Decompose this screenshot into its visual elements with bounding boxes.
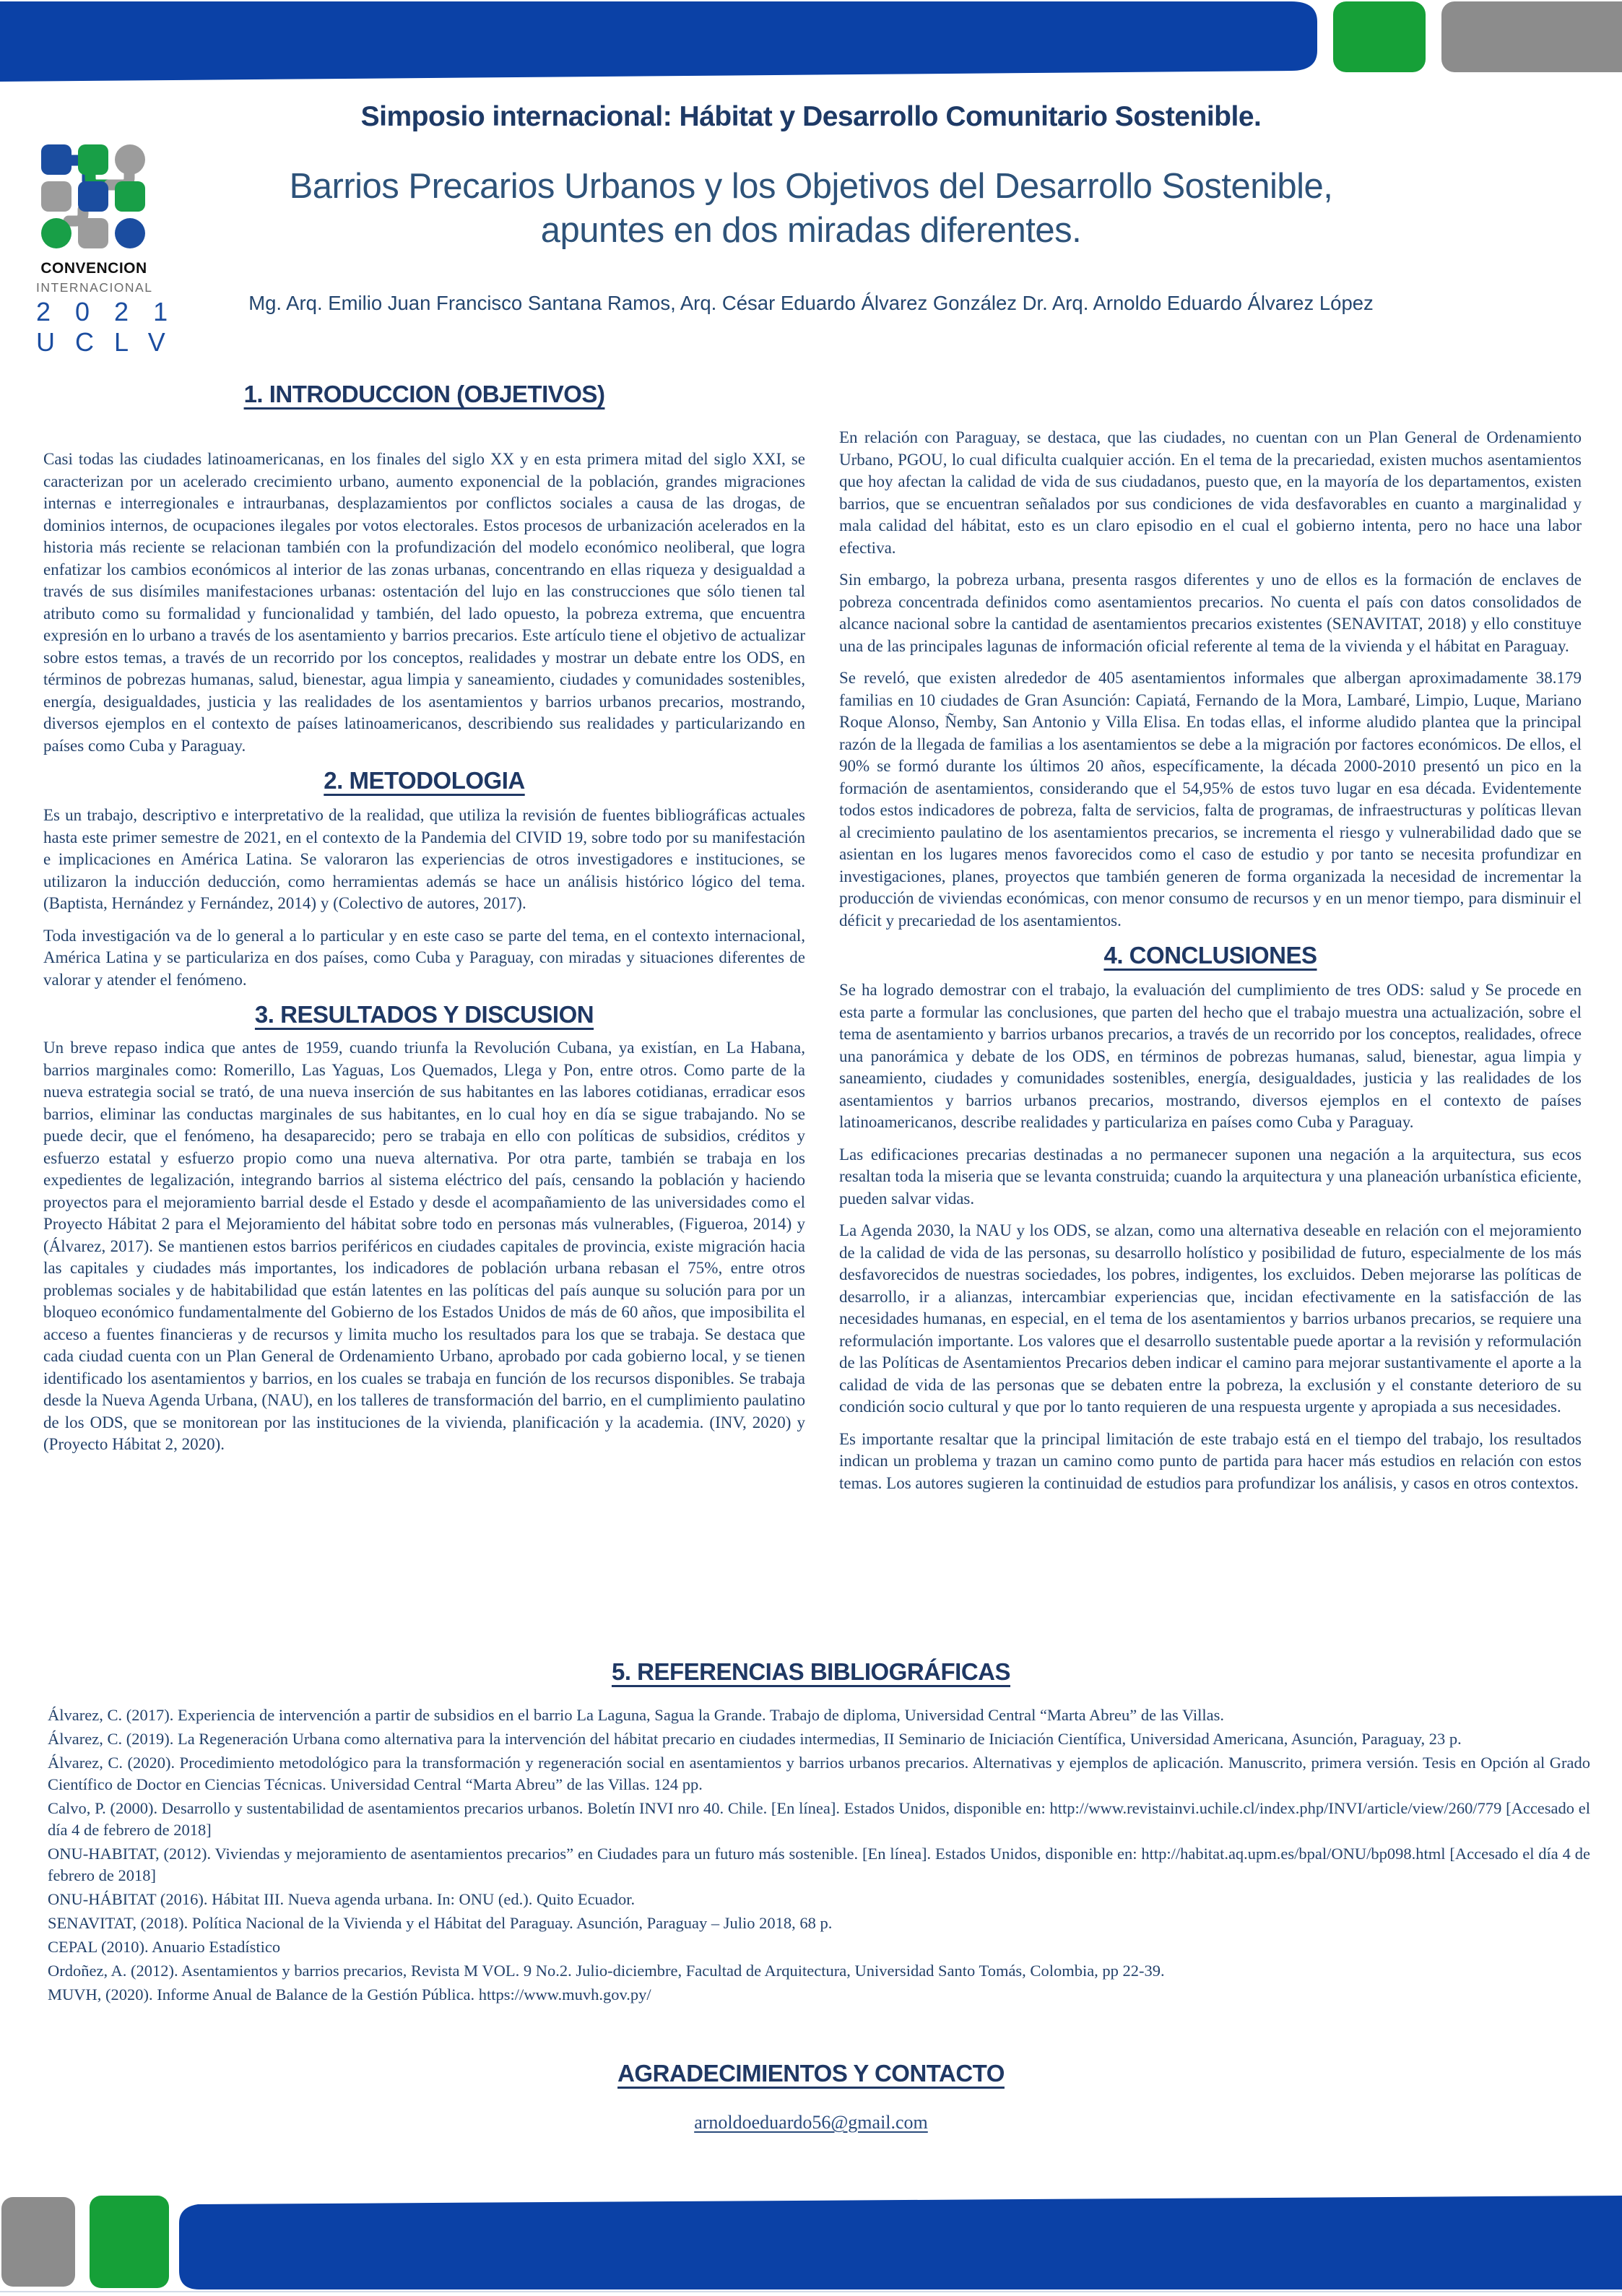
- reference-item: Álvarez, C. (2019). La Regeneración Urbana como alternativa para la intervención del hábitat precario en ciudades intermedias, II Seminario de Iniciación Científica, Universidad Americana, Asunción, Paraguay, 23 p.: [48, 1730, 1462, 1748]
- intro-paragraph: Casi todas las ciudades latinoamericanas, en los finales del siglo XX y en esta primera mitad del siglo XXI, se caracterizan por un acelerado crecimiento urbano, aumento exponencial de la población, grandes migraciones internas e interregionales e intraurbanas, desplazamientos por conflictos sociales a causa de las drogas, de dominios internos, de ocupaciones ilegales por votos electorales. Estos procesos de urbanización acelerados en la historia más reciente se relacionan también con la profundización del modelo económico neoliberal, que logra enfatizar los cambios económicos al interior de las zonas urbanas, concentrando en ellas riqueza y desigualdad a través de sus disímiles manifestaciones urbanas: ostentación del lujo en las construcciones que sólo tienen tal atributo como su formalidad y funcionalidad y también, del lado opuesto, la pobreza extrema, que encuentra expresión en lo urbano a través de los asentamiento y barrios precarios. Este artículo tiene el objetivo de actualizar sobre estos temas, a través de un recorrido por los conceptos, realidades y mostrar un debate entre los ODS, en términos de pobrezas humanas, salud, bienestar, agua limpia y saneamiento, ciudades y comunidades sostenibles, energía, desigualdades, justicia y las realidades de los asentamientos y barrios urbanos precarios, mostrando, diversos ejemplos en el contexto de países latinoamericanos, describiendo sus realidades y particularizando en países como Cuba y Paraguay.: [43, 450, 805, 755]
- conclusiones-paragraph: Las edificaciones precarias destinadas a no permanecer suponen una negación a la arquitectura, sus ecos resaltan toda la miseria que se levanta construida; cuando la arquitectura y una planeación urbanística eficiente, pueden salvar vidas.: [839, 1145, 1582, 1208]
- reference-item: CEPAL (2010). Anuario Estadístico: [48, 1938, 281, 1956]
- top-blue-bar: [0, 1, 1317, 82]
- section-heading-metodologia: 2. METODOLOGIA: [324, 767, 525, 794]
- section-heading-conclusiones: 4. CONCLUSIONES: [1103, 942, 1317, 969]
- section-heading-introduccion: 1. INTRODUCCION (OBJETIVOS): [243, 381, 605, 407]
- logo-square-green-1: [78, 144, 108, 175]
- metodologia-paragraph: Toda investigación va de lo general a lo particular y en este caso se parte del tema, en el contexto internacional, América Latina y se particulariza en dos países, como Cuba y Paraguay, con miradas y situaciones diferentes de valorar y atender el fenómeno.: [43, 926, 805, 989]
- bottom-blue-bar: [179, 2196, 1622, 2289]
- bottom-green-square: [90, 2196, 169, 2288]
- reference-item: Álvarez, C. (2017). Experiencia de intervención a partir de subsidios en el barrio La Laguna, Sagua la Grande. Trabajo de diploma, Universidad Central “Marta Abreu” de las Villas.: [48, 1706, 1224, 1724]
- section-heading-agradecimientos: AGRADECIMIENTOS Y CONTACTO: [617, 2060, 1005, 2087]
- acknowledgements-section: [0, 2060, 1622, 2133]
- convention-logo-icon: [40, 143, 148, 251]
- reference-item: Álvarez, C. (2020). Procedimiento metodológico para la transformación y regeneración social en asentamientos y barrios urbanos precarios. Alternativas y ejemplos de aplicación. Manuscrito, primera versión. Tesis en Opción al Grado Científico de Doctor en Ciencias Técnicas. Universidad Central “Marta Abreu” de las Villas. 124 pp.: [48, 1754, 1590, 1793]
- reference-item: MUVH, (2020). Informe Anual de Balance de la Gestión Pública. https://www.muvh.gov.py/: [48, 1985, 651, 2003]
- reference-item: Calvo, P. (2000). Desarrollo y sustentabilidad de asentamientos precarios urbanos. Boletín INVI nro 40. Chile. [En línea]. Estados Unidos, disponible en: http://www.revistainvi.uchile.cl/index.php/INVI/article/view/260/779 [Accesado el día 4 de febrero de 2018]: [48, 1799, 1590, 1839]
- section-heading-resultados: 3. RESULTADOS Y DISCUSION: [254, 1001, 594, 1028]
- reference-item: SENAVITAT, (2018). Política Nacional de la Vivienda y el Hábitat del Paraguay. Asunción, Paraguay – Julio 2018, 68 p.: [48, 1914, 833, 1932]
- top-green-square: [1333, 1, 1426, 72]
- top-decor-bar: [0, 0, 1622, 87]
- conclusiones-paragraph: Se ha logrado demostrar con el trabajo, la evaluación del cumplimiento de tres ODS: salud y Se procede en esta parte a formular las conclusiones, que parten del hecho que el trabajo muestra una actualización, sobre el tema de asentamiento y barrios urbanos precarios, a través de un recorrido por los conceptos, realidades, ofrece una panorámica y debate de los ODS, en términos de pobrezas humanas, salud, bienestar, agua limpia y saneamiento, ciudades y comunidades sostenibles, energía, desigualdades, justicia y las realidades de los asentamientos y barrios urbanos precarios, mostrando, diversos ejemplos en el contexto de países latinoamericanos, describe realidades y particulariza en países como Cuba y Paraguay.: [839, 981, 1582, 1131]
- logo-text-uclv: U C L V: [36, 327, 172, 357]
- symposium-title: Simposio internacional: Hábitat y Desarrollo Comunitario Sostenible.: [360, 101, 1262, 132]
- bottom-decor-bar: [0, 2196, 1622, 2296]
- right-column: [839, 365, 1582, 1504]
- bottom-edge-line: [0, 2291, 1622, 2292]
- left-column: [43, 365, 805, 1504]
- reference-item: ONU-HÁBITAT (2016). Hábitat III. Nueva agenda urbana. In: ONU (ed.). Quito Ecuador.: [48, 1890, 636, 1908]
- authors-line: Mg. Arq. Emilio Juan Francisco Santana Ramos, Arq. César Eduardo Álvarez González Dr. Arq. Arnoldo Eduardo Álvarez López: [248, 292, 1374, 314]
- top-gray-square: [1441, 1, 1622, 72]
- conclusiones-paragraph: Es importante resaltar que la principal limitación de este trabajo está en el tiempo del trabajo, los resultados indican un problema y trazan un camino como punto de partida para hacer más estudios en relación con estos temas. Los autores sugieren la continuidad de estudios para profundizar los análisis, y casos en otros contextos.: [839, 1429, 1582, 1492]
- section-heading-referencias: 5. REFERENCIAS BIBLIOGRÁFICAS: [611, 1658, 1011, 1685]
- logo-text-2021: 2 0 2 1: [36, 297, 177, 326]
- reference-item: ONU-HABITAT, (2012). Viviendas y mejoramiento de asentamientos precarios” en Ciudades para un futuro más sostenible. [En línea]. Estados Unidos, disponible en: http://habitat.aq.upm.es/bpal/ONU/bp098.html [Accesado el día 4 de febrero de 2018]: [48, 1845, 1590, 1884]
- logo-text-convencion: CONVENCION: [40, 260, 147, 277]
- top-decor-shapes: [0, 0, 1622, 87]
- logo-square-gray-2: [78, 218, 108, 248]
- references-section: [0, 1658, 1622, 2008]
- body-columns: [43, 365, 1582, 1504]
- bottom-decor-shapes: [0, 2196, 1622, 2296]
- logo-circle-gray: [115, 144, 145, 175]
- poster-title: Barrios Precarios Urbanos y los Objetivos del Desarrollo Sostenible, apuntes en dos miradas diferentes.: [289, 167, 1333, 250]
- logo-circle-blue: [115, 218, 145, 248]
- references-list: [0, 1704, 1622, 2006]
- logo-connector-gray-bottom: [69, 209, 83, 221]
- conclusiones-paragraph: La Agenda 2030, la NAU y los ODS, se alzan, como una alternativa deseable en relación con el mejoramiento de la calidad de vida de las personas, su desarrollo holístico y posibilidad de futuro, especialmente de los más desfavorecidos de nuestras sociedades, los pobres, indigentes, los excluidos. Deben mejorarse las políticas de desarrollo, ir a alianzas, intercambiar experiencias que, incidan efectivamente en la satisfacción de las necesidades humanas, en especial, en el tema de los asentamientos y barrios urbanos precarios, se requiere una reformulación importante. Los valores que el desarrollo sustentable puede aportar a la revisión y reformulación de las Políticas de Asentamientos Precarios deben indicar el camino para mejorar sustantivamente el aporte a la calidad de vida de las personas que se debaten entre la pobreza, la exclusión y el constante deterioro de su condición socio cultural y que por lo tanto requieren de una respuesta urgente y apropiada a sus necesidades.: [839, 1221, 1582, 1416]
- convention-logo: [36, 143, 177, 358]
- resultados-paragraph-paraguay: En relación con Paraguay, se destaca, que las ciudades, no cuentan con un Plan General de Ordenamiento Urbano, PGOU, lo cual dificulta cualquier acción. En el tema de la precariedad, existen muchos asentamientos que hoy afectan la calidad de vida de sus ciudadanos, puesto que, en la mayoría de los departamentos, existen barrios, que se encuentran señalados por sus condiciones de vida desfavorables en cuanto a marginalidad y mala calidad del hábitat, esto es un claro episodio en el cual el gobierno intenta, pero no hace una labor efectiva.: [839, 428, 1582, 557]
- logo-square-green-2: [115, 181, 145, 212]
- logo-square-gray-1: [41, 181, 71, 212]
- reference-item: Ordoñez, A. (2012). Asentamientos y barrios precarios, Revista M VOL. 9 No.2. Julio-diciembre, Facultad de Arquitectura, Universidad Santo Tomás, Colombia, pp 22-39.: [48, 1962, 1165, 1980]
- logo-circle-green: [41, 218, 71, 248]
- resultados-paragraph-paraguay: Sin embargo, la pobreza urbana, presenta rasgos diferentes y uno de ellos es la formación de enclaves de pobreza concentrada definidos como asentamientos precarios. No cuenta el país con datos consolidados de alcance nacional sobre la cantidad de asentamientos precarios existentes (SENAVITAT, 2018) y ello constituye una de las principales lagunas de información oficial referente al tema de la vivienda y el hábitat en Paraguay.: [839, 571, 1582, 655]
- bottom-gray-square: [1, 2197, 75, 2287]
- metodologia-paragraph: Es un trabajo, descriptivo e interpretativo de la realidad, que utiliza la revisión de fuentes bibliográficas actuales hasta este primer semestre de 2021, en el contexto de la Pandemia del CIVID 19, sobre todo por su manifestación e implicaciones en América Latina. Se valoraron las experiencias de otros investigadores e instituciones, se utilizaron la inducción deducción, como herramientas además se hace un análisis histórico lógico del tema. (Baptista, Hernández y Fernández, 2014) y (Colectivo de autores, 2017).: [43, 806, 805, 912]
- resultados-paragraph: Un breve repaso indica que antes de 1959, cuando triunfa la Revolución Cubana, ya existían, en La Habana, barrios marginales como: Romerillo, Las Yaguas, Los Quemados, Llega y Pon, entre otros. Como parte de la nueva estrategia social se trató, de una nueva inserción de sus habitantes en las labores cotidianas, erradicar esos barrios, eliminar las conductas marginales de sus habitantes, en lo cual hoy en día se sigue trabajando. No se puede decir, que el fenómeno, ha desaparecido; pero se trabaja en ello con políticas de subsidios, créditos y esfuerzo estatal y esfuerzo propio como una nueva alternativa. Por otra parte, también se trabaja en los expedientes de legalización, integrando barrios al sistema eléctrico del país, censando la población y haciendo proyectos para el mejoramiento barrial desde el Estado y desde el acompañamiento de las universidades como el Proyecto Hábitat 2 para el Mejoramiento del hábitat sobre todo en personas más vulnerables, (Figueroa, 2014) y (Álvarez, 2017). Se mantienen estos barrios periféricos en ciudades capitales de provincia, existe migración hacia las capitales y ciudades más importantes, los indicadores de población urbana rebasan el 75%, entre otros problemas sociales y de habitabilidad que están latentes en las políticas del país aunque su solución para por un bloqueo económico fundamentalmente del Gobierno de los Estados Unidos de más de 60 años, que imposibilita el acceso a fuentes financieras y de recursos y limita mucho los resultados para los que se trabaja. Se destaca que cada ciudad cuenta con un Plan General de Ordenamiento Urbano, aprobado por cada gobierno local, y se tienen identificado los asentamientos y barrios, en los cuales se trabaja en función de los recursos disponibles. Se trabaja desde la Nueva Agenda Urbana, (NAU), en los talleres de transformación del barrio, en el cumplimiento paulatino de los ODS, que se monitorean por las instituciones de la vivienda, planificación y la academia. (INV, 2020) y (Proyecto Hábitat 2, 2020).: [43, 1039, 805, 1453]
- logo-square-blue-2: [78, 181, 108, 212]
- logo-square-blue-1: [41, 144, 71, 175]
- resultados-paragraph-paraguay: Se reveló, que existen alrededor de 405 asentamientos informales que albergan aproximadamente 38.179 familias en 10 ciudades de Gran Asunción: Capiatá, Fernando de la Mora, Lambaré, Limpio, Luque, Mariano Roque Alonso, Ñemby, San Antonio y Villa Elisa. En todas ellas, el informe aludido plantea que la principal razón de la llegada de familias a los asentamientos se debe a la migración por factores económicos. De ellos, el 90% se formó durante los últimos 20 años, específicamente, la década 2000-2010 presentó un pico en la formación de asentamientos, considerando que el 54,95% de estos tuvo lugar en esa década. Evidentemente todos estos indicadores de pobreza, falta de servicios, falta de programas, de infraestructuras y políticas llevan al crecimiento paulatino de los asentamientos precarios, se incrementa el riesgo y vulnerabilidad dado que se asientan en los lugares menos favorecidos como el caso de estudio y por tanto se necesita profundizar en investigaciones, planes, proyectos que también generen de forma organizada la necesidad de incrementar la producción de viviendas económicas, con menor consumo de recursos y en un menor tiempo, para disminuir el déficit y precariedad de los asentamientos.: [839, 669, 1582, 930]
- logo-text-internacional: INTERNACIONAL: [36, 280, 153, 295]
- contact-email-link[interactable]: arnoldoeduardo56@gmail.com: [694, 2112, 928, 2133]
